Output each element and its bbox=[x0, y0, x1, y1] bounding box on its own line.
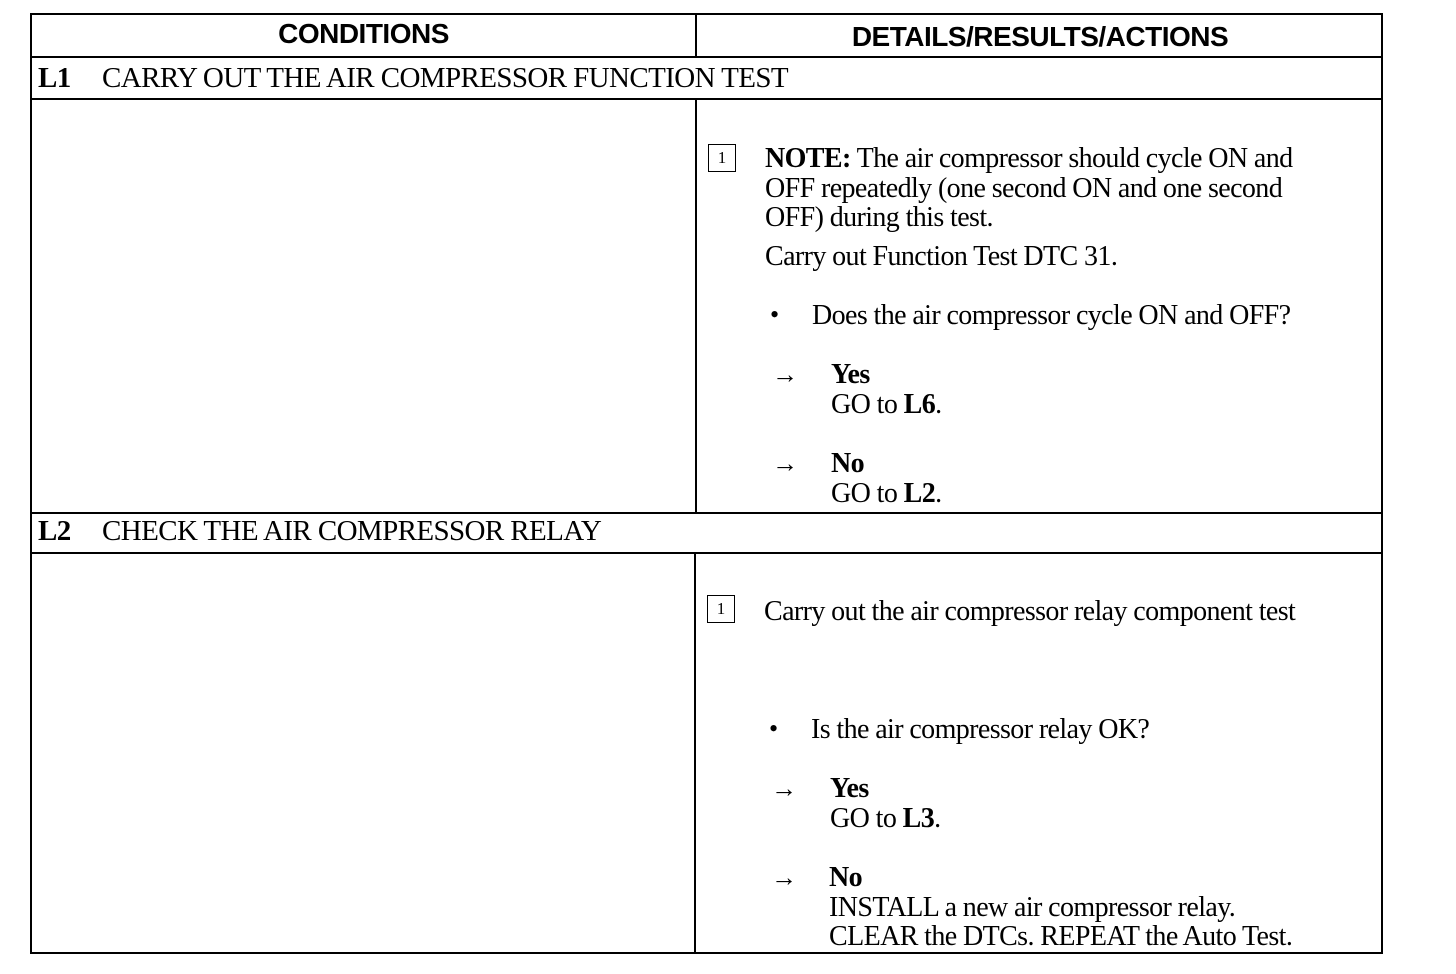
substep-number-box: 1 bbox=[707, 595, 735, 623]
yes-label: Yes bbox=[831, 359, 870, 390]
arrow-right-icon: → bbox=[771, 774, 797, 803]
step-l1-title bbox=[38, 61, 788, 95]
step-title-text: CHECK THE AIR COMPRESSOR RELAY bbox=[102, 515, 602, 547]
arrow-right-icon: → bbox=[772, 360, 798, 389]
l1-instruction: Carry out Function Test DTC 31. bbox=[765, 241, 1118, 272]
l1-yes-result bbox=[831, 360, 942, 419]
step-code: L1 bbox=[38, 62, 71, 94]
l2-no-result bbox=[829, 863, 1292, 952]
no-target: L2 bbox=[903, 477, 936, 509]
step-title-text: CARRY OUT THE AIR COMPRESSOR FUNCTION TEST bbox=[102, 62, 788, 94]
no-action-line-1: INSTALL a new air compressor relay. bbox=[829, 891, 1236, 923]
conditions-header: CONDITIONS bbox=[278, 18, 449, 49]
yes-action: GO to bbox=[830, 802, 897, 834]
bullet-icon: • bbox=[769, 714, 779, 743]
yes-suffix: . bbox=[935, 388, 942, 420]
bullet-icon: • bbox=[770, 300, 780, 329]
l1-no-result bbox=[831, 449, 942, 508]
note-line-1: The air compressor should cycle ON and bbox=[856, 143, 1293, 174]
yes-label: Yes bbox=[830, 773, 869, 804]
no-action: GO to bbox=[831, 477, 898, 509]
no-suffix: . bbox=[935, 477, 942, 509]
yes-target: L6 bbox=[903, 388, 936, 420]
l1-question: Does the air compressor cycle ON and OFF? bbox=[812, 300, 1291, 331]
no-action-line-2: CLEAR the DTCs. REPEAT the Auto Test. bbox=[829, 921, 1293, 952]
l2-yes-result bbox=[830, 774, 941, 833]
l2-column-divider bbox=[694, 552, 696, 954]
step-l1-title-divider bbox=[30, 98, 1383, 100]
l1-note bbox=[765, 144, 1365, 233]
yes-suffix: . bbox=[934, 802, 941, 834]
l2-question: Is the air compressor relay OK? bbox=[811, 714, 1150, 745]
arrow-right-icon: → bbox=[772, 449, 798, 478]
yes-target: L3 bbox=[902, 802, 935, 834]
note-line-2: OFF repeatedly (one second ON and one second bbox=[765, 172, 1283, 204]
no-label: No bbox=[829, 862, 863, 893]
l1-column-divider bbox=[695, 98, 697, 514]
arrow-right-icon: → bbox=[771, 863, 797, 892]
step-l2-title-divider bbox=[30, 552, 1383, 554]
note-line-3: OFF) during this test. bbox=[765, 202, 993, 233]
step-code: L2 bbox=[38, 515, 71, 547]
step-l2-title bbox=[38, 514, 601, 548]
no-label: No bbox=[831, 448, 865, 479]
details-header: DETAILS/RESULTS/ACTIONS bbox=[851, 21, 1229, 52]
l2-instruction: Carry out the air compressor relay component test bbox=[764, 596, 1296, 627]
note-label: NOTE: bbox=[765, 143, 851, 174]
yes-action: GO to bbox=[831, 388, 898, 420]
substep-number-box: 1 bbox=[708, 144, 736, 172]
